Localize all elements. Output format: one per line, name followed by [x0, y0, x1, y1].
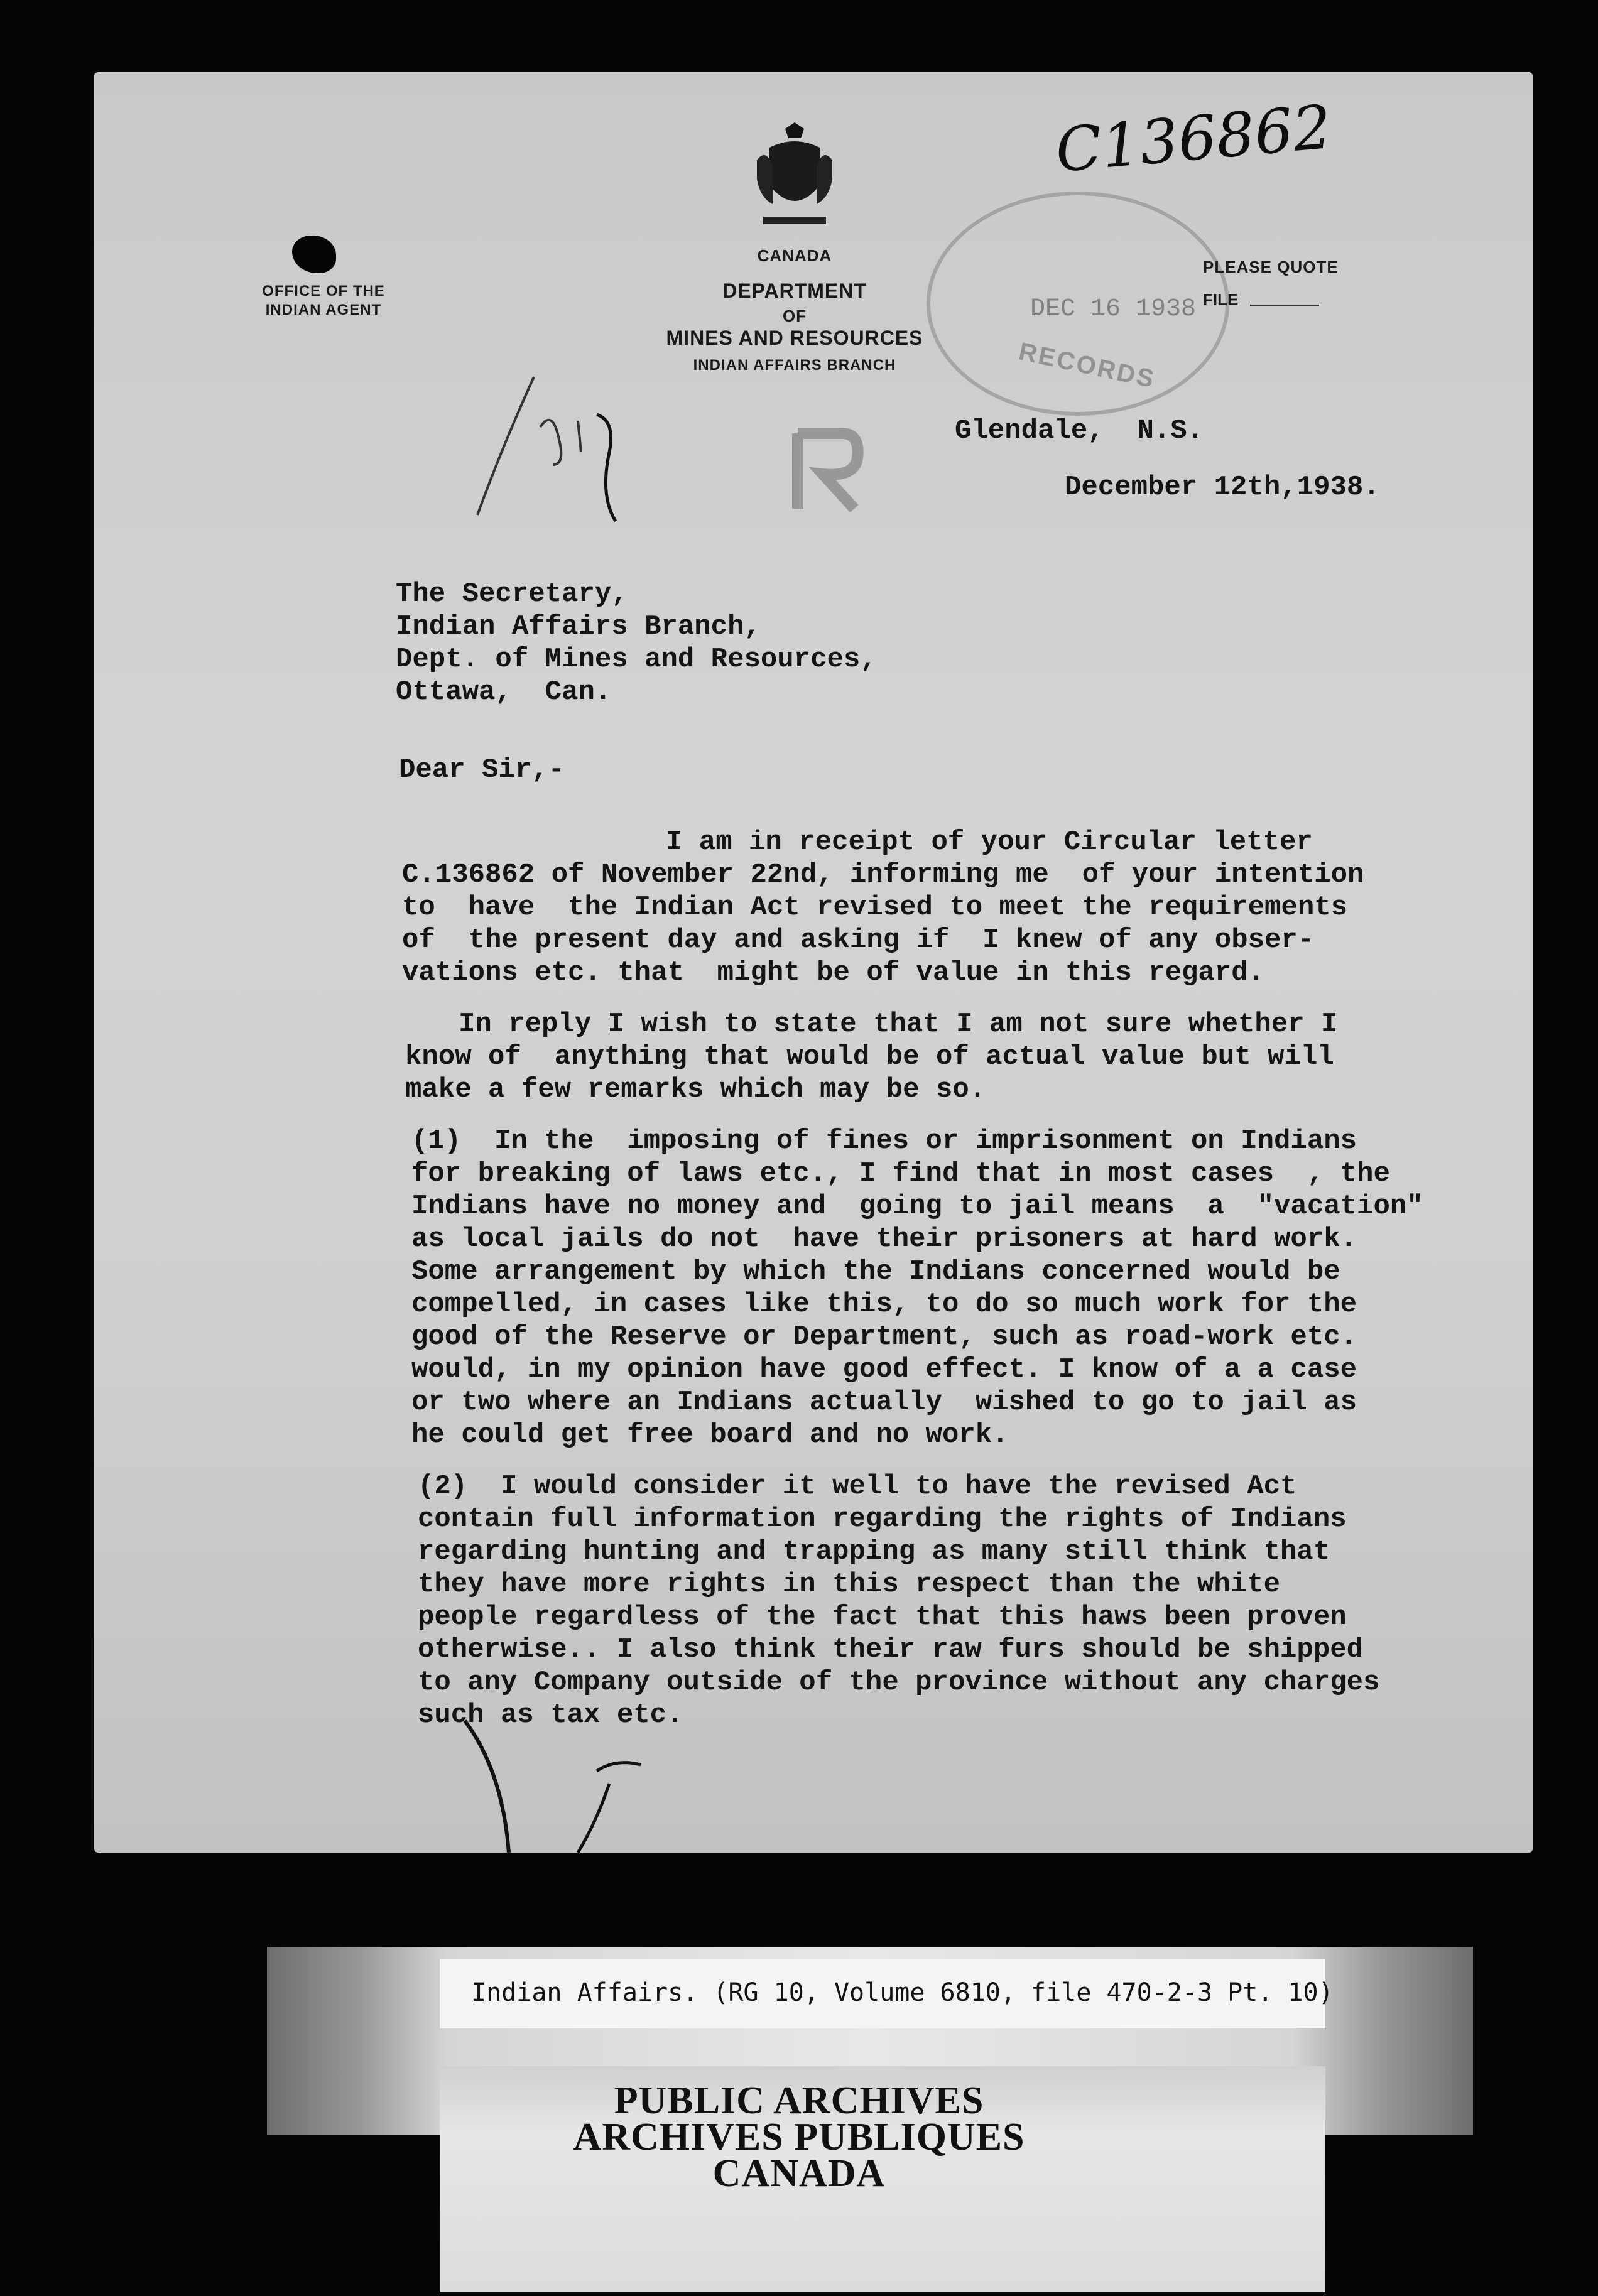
- salutation: Dear Sir,-: [399, 754, 565, 786]
- paragraph-4-line: people regardless of the fact that this haws been proven: [418, 1601, 1347, 1633]
- paragraph-1-line: of the present day and asking if I knew of any obser-: [402, 924, 1315, 956]
- paragraph-2-line: In reply I wish to state that I am not sure whether I: [459, 1009, 1338, 1040]
- stamp-date: DEC 16 1938: [1030, 295, 1197, 323]
- paragraph-3-line: as local jails do not have their prisoners at hard work.: [411, 1223, 1357, 1255]
- paragraph-3-line: (1) In the imposing of fines or imprisonment on Indians: [411, 1125, 1357, 1157]
- paragraph-4-line: otherwise.. I also think their raw furs should be shipped: [418, 1634, 1364, 1665]
- archive-reference: Indian Affairs. (RG 10, Volume 6810, file 470-2-3 Pt. 10): [471, 1978, 1334, 2007]
- recipient-line: Dept. of Mines and Resources,: [396, 644, 877, 675]
- paragraph-4-line: regarding hunting and trapping as many still think that: [418, 1536, 1330, 1568]
- paragraph-4-line: they have more rights in this respect than the white: [418, 1569, 1281, 1600]
- stamped-r-icon: [785, 421, 867, 515]
- paragraph-4-line: such as tax etc.: [418, 1699, 683, 1731]
- archives-english: PUBLIC ARCHIVES: [614, 2079, 984, 2122]
- file-label: FILE: [1203, 290, 1239, 309]
- paragraph-1-line: C.136862 of November 22nd, informing me of your intention: [402, 859, 1364, 891]
- paragraph-4-line: to any Company outside of the province without any charges: [418, 1667, 1380, 1698]
- paragraph-2-line: know of anything that would be of actual value but will: [405, 1041, 1334, 1073]
- paragraph-3-line: Some arrangement by which the Indians concerned would be: [411, 1256, 1340, 1287]
- letterhead-country: CANADA: [757, 246, 832, 265]
- recipient-line: Indian Affairs Branch,: [396, 611, 761, 642]
- coat-of-arms-icon: [751, 122, 839, 236]
- paragraph-4-line: contain full information regarding the rights of Indians: [418, 1503, 1347, 1535]
- paragraph-3-line: compelled, in cases like this, to do so much work for the: [411, 1289, 1357, 1320]
- paragraph-3-line: or two where an Indians actually wished to go to jail as: [411, 1387, 1357, 1418]
- handwritten-initials-icon: [465, 371, 641, 534]
- paragraph-2-line: make a few remarks which may be so.: [405, 1074, 986, 1105]
- paragraph-3-line: Indians have no money and going to jail means a "vacation": [411, 1191, 1423, 1222]
- paragraph-3-line: good of the Reserve or Department, such as road-work etc.: [411, 1321, 1357, 1353]
- paragraph-1-line: to have the Indian Act revised to meet the requirements: [402, 892, 1348, 923]
- paragraph-1-line: vations etc. that might be of value in this regard.: [402, 957, 1265, 988]
- archives-country: CANADA: [712, 2152, 886, 2195]
- handwritten-file-number: C136862: [1052, 92, 1334, 186]
- paragraph-4-line: (2) I would consider it well to have the revised Act: [418, 1471, 1297, 1502]
- recipient-line: The Secretary,: [396, 578, 628, 610]
- letterhead-department: DEPARTMENT: [722, 279, 867, 302]
- letter-place: Glendale, N.S.: [955, 415, 1204, 447]
- letterhead-ministry: MINES AND RESOURCES: [666, 327, 923, 349]
- office-line-1: OFFICE OF THE: [262, 283, 385, 300]
- letterhead-branch: INDIAN AFFAIRS BRANCH: [693, 357, 896, 374]
- stamp-records: RECORDS: [1016, 337, 1158, 394]
- file-line: [1250, 305, 1319, 306]
- handwritten-mark-icon: [452, 1708, 666, 1859]
- paragraph-3-line: for breaking of laws etc., I find that in most cases , the: [411, 1158, 1390, 1189]
- please-quote-label: PLEASE QUOTE: [1203, 257, 1339, 276]
- recipient-line: Ottawa, Can.: [396, 676, 612, 708]
- office-line-2: INDIAN AGENT: [265, 301, 382, 318]
- paragraph-3-line: would, in my opinion have good effect. I know of a a case: [411, 1354, 1357, 1385]
- paragraph-3-line: he could get free board and no work.: [411, 1419, 1009, 1451]
- paragraph-1-line: I am in receipt of your Circular letter: [666, 826, 1313, 858]
- archives-french: ARCHIVES PUBLIQUES: [573, 2116, 1025, 2158]
- letterhead-of: OF: [782, 306, 807, 325]
- letter-date: December 12th,1938.: [1065, 472, 1380, 503]
